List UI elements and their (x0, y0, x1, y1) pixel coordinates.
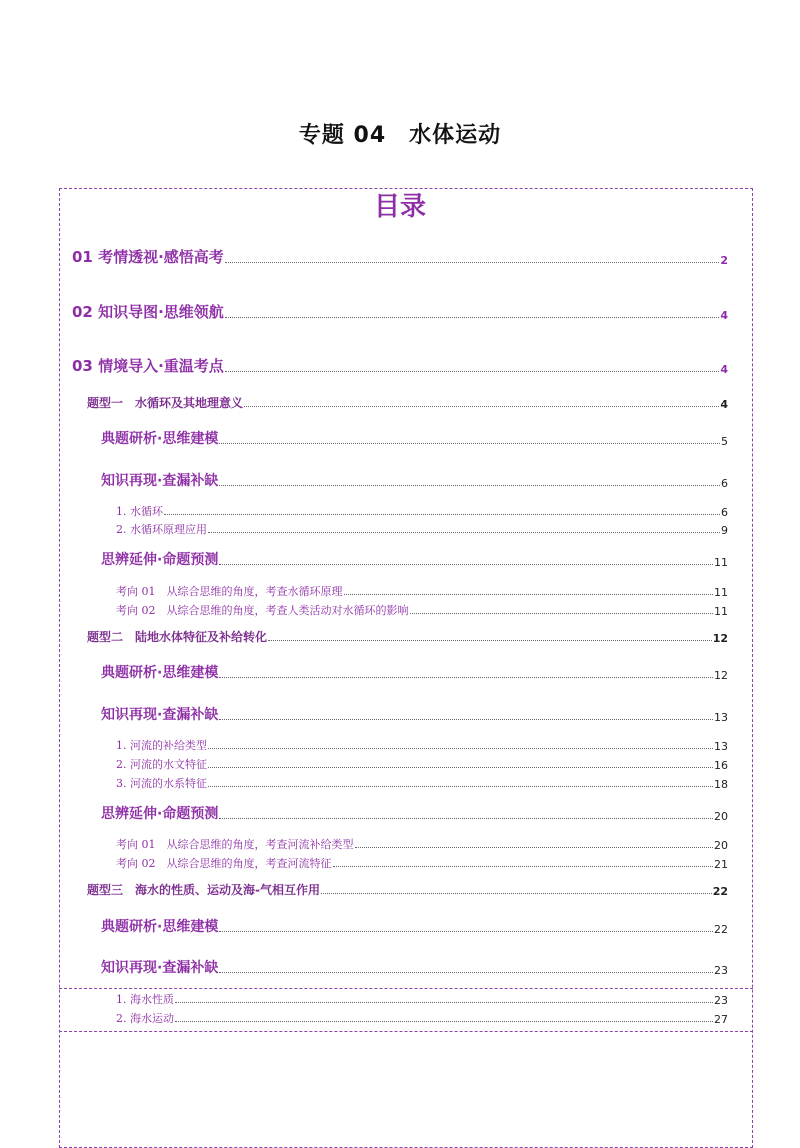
toc-entry-seawater-properties[interactable] (116, 991, 728, 1007)
toc-entry-page: 6 (721, 506, 728, 519)
toc-entry-page: 11 (714, 586, 728, 599)
toc-entry-topic3-knowledge[interactable] (101, 957, 728, 977)
toc-entry-label: 题型三 海水的性质、运动及海-气相互作用 (87, 883, 320, 897)
toc-entry-knowledge-map[interactable] (72, 301, 728, 322)
toc-entry-topic2-prediction[interactable] (101, 803, 728, 823)
toc-leader-dots (219, 930, 713, 932)
toc-entry-label: 考向 01 从综合思维的角度，考查河流补给类型 (116, 838, 354, 851)
toc-entry-topic1-direction-1[interactable] (116, 583, 728, 599)
toc-entry-page: 12 (714, 669, 728, 682)
toc-entry-topic2-direction-2[interactable] (116, 855, 728, 871)
toc-entry-label: 题型二 陆地水体特征及补给转化 (87, 630, 268, 644)
toc-entry-topic1-knowledge[interactable] (101, 470, 728, 490)
toc-leader-dots (244, 405, 719, 407)
toc-entry-label: 典题研析·思维建模 (101, 431, 219, 447)
toc-leader-dots (219, 442, 720, 444)
toc-entry-label: 知识再现·查漏补缺 (101, 960, 219, 976)
toc-entry-river-recharge[interactable] (116, 737, 728, 753)
toc-entry-page: 4 (720, 309, 728, 322)
toc-entry-label: 01 考情透视·感悟高考 (72, 248, 224, 266)
toc-leader-dots (219, 563, 713, 565)
toc-entry-label: 思辨延伸·命题预测 (101, 806, 219, 822)
toc-entry-river-system[interactable] (116, 775, 728, 791)
toc-leader-dots (175, 1001, 713, 1003)
toc-entry-topic-3[interactable] (87, 881, 728, 898)
toc-entry-label: 考向 02 从综合思维的角度，考查河流特征 (116, 857, 332, 870)
toc-leader-dots (208, 747, 713, 749)
toc-leader-dots (208, 766, 713, 768)
toc-leader-dots (208, 531, 720, 533)
toc-heading: 目录 (373, 192, 426, 222)
toc-entry-page: 27 (714, 1013, 728, 1026)
toc-entry-page: 18 (714, 778, 728, 791)
toc-leader-dots (321, 892, 712, 894)
toc-entry-river-hydrology[interactable] (116, 756, 728, 772)
toc-entry-topic1-direction-2[interactable] (116, 602, 728, 618)
toc-entry-page: 16 (714, 759, 728, 772)
toc-entry-label: 02 知识导图·思维领航 (72, 303, 224, 321)
toc-entry-topic2-direction-1[interactable] (116, 836, 728, 852)
toc-entry-label: 2. 河流的水文特征 (116, 758, 207, 771)
toc-entry-label: 1. 水循环 (116, 505, 163, 518)
toc-entry-water-cycle[interactable] (116, 503, 728, 519)
toc-entry-page: 13 (714, 711, 728, 724)
toc-entry-page: 12 (712, 632, 728, 645)
toc-entry-label: 03 情境导入·重温考点 (72, 357, 224, 375)
toc-leader-dots (225, 261, 720, 263)
toc-entry-page: 4 (720, 363, 728, 376)
toc-entry-seawater-movement[interactable] (116, 1010, 728, 1026)
toc-entry-topic-1[interactable] (87, 394, 728, 411)
toc-entry-topic2-case[interactable] (101, 662, 728, 682)
toc-entry-topic1-prediction[interactable] (101, 549, 728, 569)
toc-entry-label: 考向 02 从综合思维的角度，考查人类活动对水循环的影响 (116, 604, 409, 617)
toc-entry-topic1-case[interactable] (101, 428, 728, 448)
toc-entry-label: 2. 海水运动 (116, 1012, 174, 1025)
toc-entry-label: 考向 01 从综合思维的角度，考查水循环原理 (116, 585, 343, 598)
toc-entry-label: 1. 海水性质 (116, 993, 174, 1006)
toc-entry-page: 20 (714, 839, 728, 852)
toc-entry-page: 21 (714, 858, 728, 871)
toc-entry-page: 23 (714, 964, 728, 977)
toc-leader-dots (344, 593, 714, 595)
toc-entry-page: 11 (714, 556, 728, 569)
toc-leader-dots (219, 718, 713, 720)
toc-leader-dots (333, 865, 714, 867)
toc-entry-label: 题型一 水循环及其地理意义 (87, 396, 244, 410)
toc-leader-dots (410, 612, 714, 614)
toc-leader-dots (225, 370, 720, 372)
toc-leader-dots (219, 817, 713, 819)
document-title: 专题 04 水体运动 (298, 123, 502, 148)
toc-entry-page: 22 (714, 923, 728, 936)
toc-entry-page: 5 (721, 435, 728, 448)
toc-entry-label: 典题研析·思维建模 (101, 919, 219, 935)
toc-leader-dots (219, 484, 720, 486)
toc-entry-label: 知识再现·查漏补缺 (101, 473, 219, 489)
toc-entry-label: 典题研析·思维建模 (101, 665, 219, 681)
toc-entry-page: 11 (714, 605, 728, 618)
toc-leader-dots (208, 785, 713, 787)
toc-entry-page: 2 (720, 254, 728, 267)
toc-entry-page: 13 (714, 740, 728, 753)
toc-entry-topic-2[interactable] (87, 628, 728, 645)
toc-leader-dots (225, 316, 720, 318)
toc-entry-exam-insight[interactable] (72, 246, 728, 267)
toc-entry-page: 6 (721, 477, 728, 490)
toc-entry-page: 9 (721, 524, 728, 537)
toc-leader-dots (268, 639, 712, 641)
toc-leader-dots (219, 971, 713, 973)
toc-entry-label: 思辨延伸·命题预测 (101, 552, 219, 568)
toc-leader-dots (355, 846, 714, 848)
toc-entry-label: 1. 河流的补给类型 (116, 739, 207, 752)
toc-leader-dots (175, 1020, 713, 1022)
toc-leader-dots (219, 676, 713, 678)
toc-entry-label: 知识再现·查漏补缺 (101, 707, 219, 723)
toc-entry-water-cycle-application[interactable] (116, 521, 728, 537)
toc-entry-page: 4 (720, 398, 728, 411)
toc-leader-dots (164, 513, 720, 515)
toc-entry-topic3-case[interactable] (101, 916, 728, 936)
toc-entry-label: 3. 河流的水系特征 (116, 777, 207, 790)
toc-entry-label: 2. 水循环原理应用 (116, 523, 207, 536)
toc-entry-page: 20 (714, 810, 728, 823)
toc-entry-page: 22 (712, 885, 728, 898)
toc-entry-topic2-knowledge[interactable] (101, 704, 728, 724)
toc-entry-page: 23 (714, 994, 728, 1007)
toc-entry-scenario[interactable] (72, 355, 728, 376)
